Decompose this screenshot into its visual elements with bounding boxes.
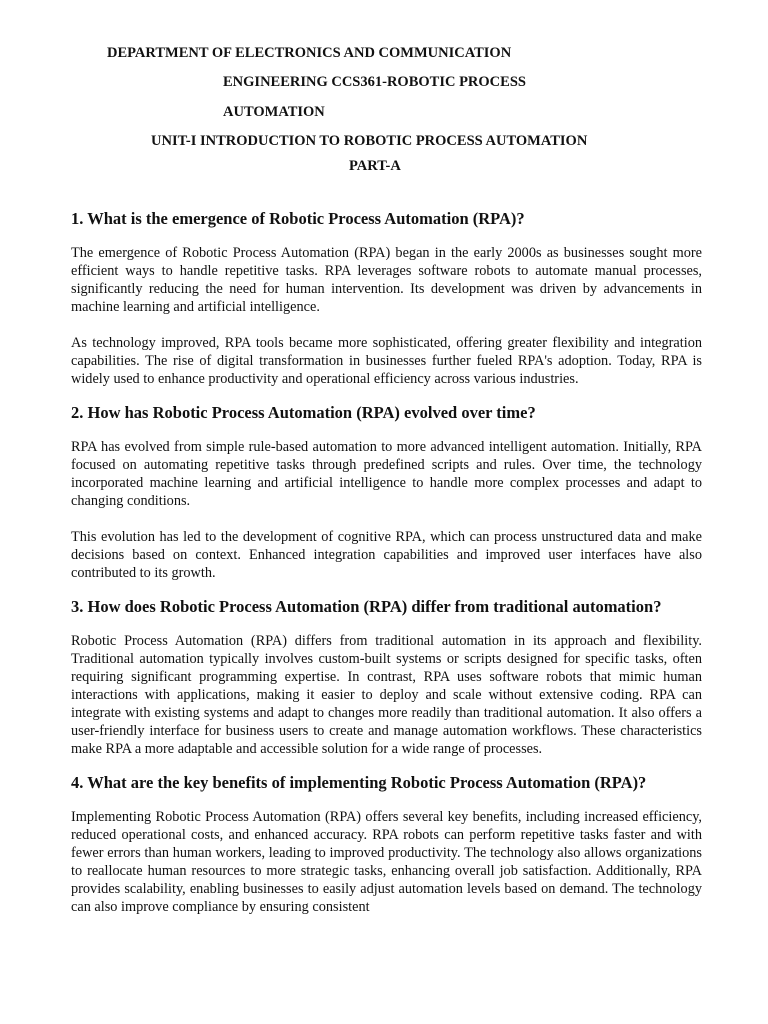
document-body [71,208,702,916]
question-heading: 1. What is the emergence of Robotic Process Automation (RPA)? [71,209,525,228]
answer-paragraph: This evolution has led to the development of cognitive RPA, which can process unstructured data and make decisions based on context. Enhanced integration capabilities and improved user interfaces have also contributed to its growth. [71,529,702,581]
question-section-3 [71,596,702,758]
question-section-2 [71,402,702,582]
answer-paragraph: As technology improved, RPA tools became more sophisticated, offering greater flexibility and integration capabilities. The rise of digital transformation in businesses further fueled RPA's adoption. Today, RPA is widely used to enhance productivity and operational efficiency across various industries. [71,335,702,387]
part-label: PART-A [349,158,401,174]
answer-paragraph: Robotic Process Automation (RPA) differs from traditional automation in its approach and flexibility. Traditional automation typically involves custom-built systems or scripts designed for specific tasks, often requiring significant programming expertise. In contrast, RPA uses software robots that mimic human interactions with applications, making it easier to deploy and scale without extensive coding. RPA can integrate with existing systems and adapt to changes more readily than traditional automation. It also offers a user-friendly interface for business users to create and manage automation workflows. These characteristics make RPA a more adaptable and accessible solution for a wide range of processes. [71,633,702,757]
department-title-line2: ENGINEERING CCS361-ROBOTIC PROCESS [223,74,526,90]
answer-paragraph: RPA has evolved from simple rule-based automation to more advanced intelligent automation. Initially, RPA focused on automating repetitive tasks through predefined scripts and rules. Over time, the technology incorporated machine learning and artificial intelligence to handle more complex processes and adapt to changing conditions. [71,439,702,509]
question-section-4 [71,772,702,916]
question-heading: 4. What are the key benefits of implementing Robotic Process Automation (RPA)? [71,773,647,792]
answer-paragraph: Implementing Robotic Process Automation (RPA) offers several key benefits, including increased efficiency, reduced operational costs, and enhanced accuracy. RPA robots can perform repetitive tasks faster and with fewer errors than human workers, leading to improved productivity. The technology also allows organizations to reallocate human resources to more strategic tasks, enhancing overall job satisfaction. Additionally, RPA provides scalability, enabling businesses to easily adjust automation levels based on demand. The technology can also improve compliance by ensuring consistent [71,809,702,915]
department-title-line1: DEPARTMENT OF ELECTRONICS AND COMMUNICATION [107,45,512,61]
department-title-line3: AUTOMATION [223,104,325,120]
unit-title: UNIT-I INTRODUCTION TO ROBOTIC PROCESS AUTOMATION [151,133,588,149]
question-heading: 2. How has Robotic Process Automation (RPA) evolved over time? [71,403,536,422]
question-section-1 [71,208,702,388]
answer-paragraph: The emergence of Robotic Process Automation (RPA) began in the early 2000s as businesses sought more efficient ways to handle repetitive tasks. RPA leverages software robots to automate manual processes, significantly reducing the need for human intervention. Its development was driven by advancements in machine learning and artificial intelligence. [71,245,702,315]
question-heading: 3. How does Robotic Process Automation (RPA) differ from traditional automation? [71,597,662,616]
